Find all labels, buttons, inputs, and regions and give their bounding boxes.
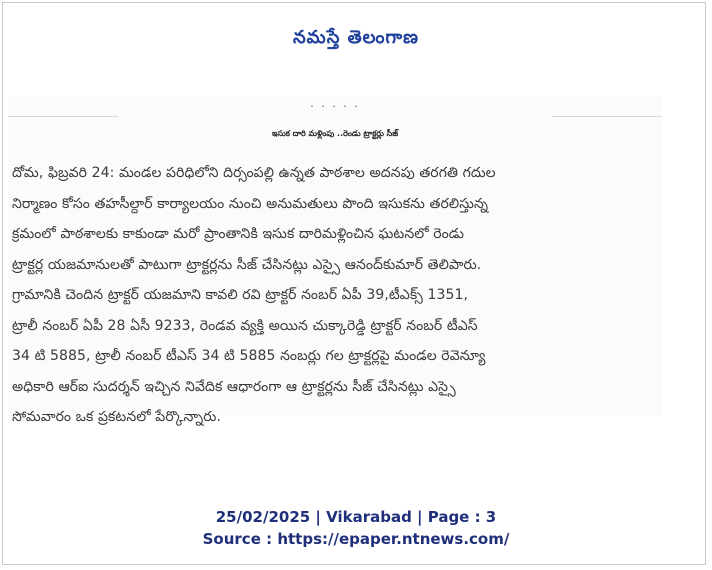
article-line: నిర్మాణం కోసం తహసీల్దార్ కార్యాలయం నుంచి అనుమతులు పొంది ఇసుకను తరలిస్తున్న [12,195,489,212]
article-line: ట్రాక్టర్ల యజమానులతో పాటుగా ట్రాక్టర్లను సీజ్ చేసినట్లు ఎస్సై ఆనంద్‌కుమార్ తెలిపారు. [12,256,482,273]
newspaper-masthead: నమస్తే తెలంగాణ [293,27,419,48]
article-line: క్రమంలో పాఠశాలకు కాకుండా మరో ప్రాంతానికి ఇసుక దారిమళ్లించిన ఘటనలో రెండు [12,226,465,242]
article-line: 34 టి 5885, ట్రాలీ నంబర్ టీఎస్ 34 టి 5885 నంబర్లు గల ట్రాక్టర్లపై మండల రెవెన్యూ [12,348,486,364]
article-body [12,158,660,433]
article-line: ట్రాలీ నంబర్ ఏపీ 28 ఏసీ 9233, రెండవ వ్యక్తి అయిన చుక్కారెడ్డి ట్రాక్టర్ నంబర్ టీఎస్ [12,317,478,334]
article-clipping [8,96,662,425]
article-line: గ్రామానికి చెందిన ట్రాక్టర్ యజమాని కావలి రవి ట్రాక్టర్ నంబర్ ఏపీ 39,టీఎక్స్ 1351, [12,287,469,303]
article-line: సోమవారం ఒక ప్రకటనలో పేర్కొన్నారు. [12,409,222,425]
edition-info: 25/02/2025 | Vikarabad | Page : 3 [215,508,497,526]
clipping-top-edge: · · · · · [310,100,360,110]
article-headline: ఇసుక దారి మళ్లింపు ..రెండు ట్రాక్టర్లు సీజ్ [271,129,399,138]
article-line: దోమ, ఫిబ్రవరి 24: మండల పరిధిలోని దిర్సంపల్లి ఉన్నత పాఠశాల అదనపు తరగతి గదుల [12,165,496,181]
source-link[interactable]: Source : https://epaper.ntnews.com/ [202,530,510,548]
article-line: అధికారి ఆర్ఐ సుదర్శన్ ఇచ్చిన నివేదిక ఆధారంగా ఆ ట్రాక్టర్లను సీజ్ చేసినట్లు ఎస్సై [12,378,456,395]
